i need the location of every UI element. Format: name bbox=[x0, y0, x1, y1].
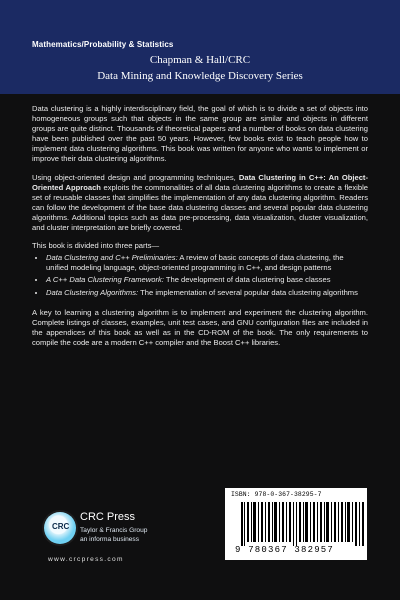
publisher-website: www.crcpress.com bbox=[48, 556, 124, 563]
series-publisher-line: Chapman & Hall/CRC bbox=[149, 54, 251, 66]
paragraph-approach-post: exploits the commonalities of all data clustering algorithms to create a flexible set of reusable classes that simplifies the implementation of any data clustering algorithm. Readers can follow the development of the base data clustering classes and several popular data clustering algorithms. Additional topics such as data pre-processing, data visualization, cluster visualization, and cluster interpretation are briefly covered. bbox=[32, 182, 368, 233]
part-1-text: A review of basic concepts of data clustering, the unified modeling language, object-oriented programming in C++, and design patterns bbox=[46, 253, 344, 273]
back-cover-description bbox=[32, 104, 368, 356]
paragraph-overview: Data clustering is a highly interdisciplinary field, the goal of which is to divide a set of objects into homogeneous groups such that objects in the same group are similar and objects in different groups are quite distinct. Thousands of theoretical papers and a number of books on data clustering have been published over the past 50 years. However, few books exist to teach people how to implement data clustering algorithms. This book was written for anyone who wants to implement or improve their data clustering algorithms. bbox=[32, 104, 368, 164]
parts-list bbox=[32, 253, 368, 297]
header-band bbox=[0, 0, 400, 94]
publisher-tagline: Taylor & Francis Group bbox=[80, 527, 148, 534]
crc-logo-text: CRC bbox=[52, 522, 70, 531]
paragraph-implementation: A key to learning a clustering algorithm is to implement and experiment the clustering algorithm. Complete listings of classes, examples, unit test cases, and GNU configuration files are included in the appendices of this book as well as in the CD-ROM of the book. The only requirements to compile the code are a modern C++ compiler and the Boost C++ libraries. bbox=[32, 307, 368, 347]
barcode-icon bbox=[241, 502, 365, 546]
part-2-text: The development of data clustering base classes bbox=[163, 275, 331, 285]
series-title-line: Data Mining and Knowledge Discovery Series bbox=[97, 70, 303, 82]
parts-intro: This book is divided into three parts— bbox=[32, 241, 160, 251]
publisher-tagline-2: an informa business bbox=[80, 536, 140, 543]
paragraph-approach bbox=[32, 173, 368, 234]
paragraph-approach-pre: Using object-oriented design and programming techniques, bbox=[32, 172, 239, 182]
subject-category: Mathematics/Probability & Statistics bbox=[32, 40, 174, 49]
list-item-part-2 bbox=[46, 275, 368, 285]
book-title: Data Clustering in C++: An Object-Oriented Approach bbox=[32, 172, 368, 192]
part-3-text: The implementation of several popular data clustering algorithms bbox=[138, 287, 358, 297]
part-1-title: Data Clustering and C++ Preliminaries: bbox=[46, 253, 178, 263]
list-item-part-1 bbox=[46, 253, 368, 273]
isbn-barcode-block bbox=[225, 488, 367, 560]
isbn-text: ISBN: 978-0-367-38295-7 bbox=[231, 491, 322, 498]
list-item-part-3 bbox=[46, 288, 368, 298]
part-3-title: Data Clustering Algorithms: bbox=[46, 287, 139, 297]
part-2-title: A C++ Data Clustering Framework: bbox=[46, 275, 164, 285]
publisher-name: CRC Press bbox=[80, 511, 136, 523]
barcode-digits: 9 780367 382957 bbox=[235, 545, 335, 555]
